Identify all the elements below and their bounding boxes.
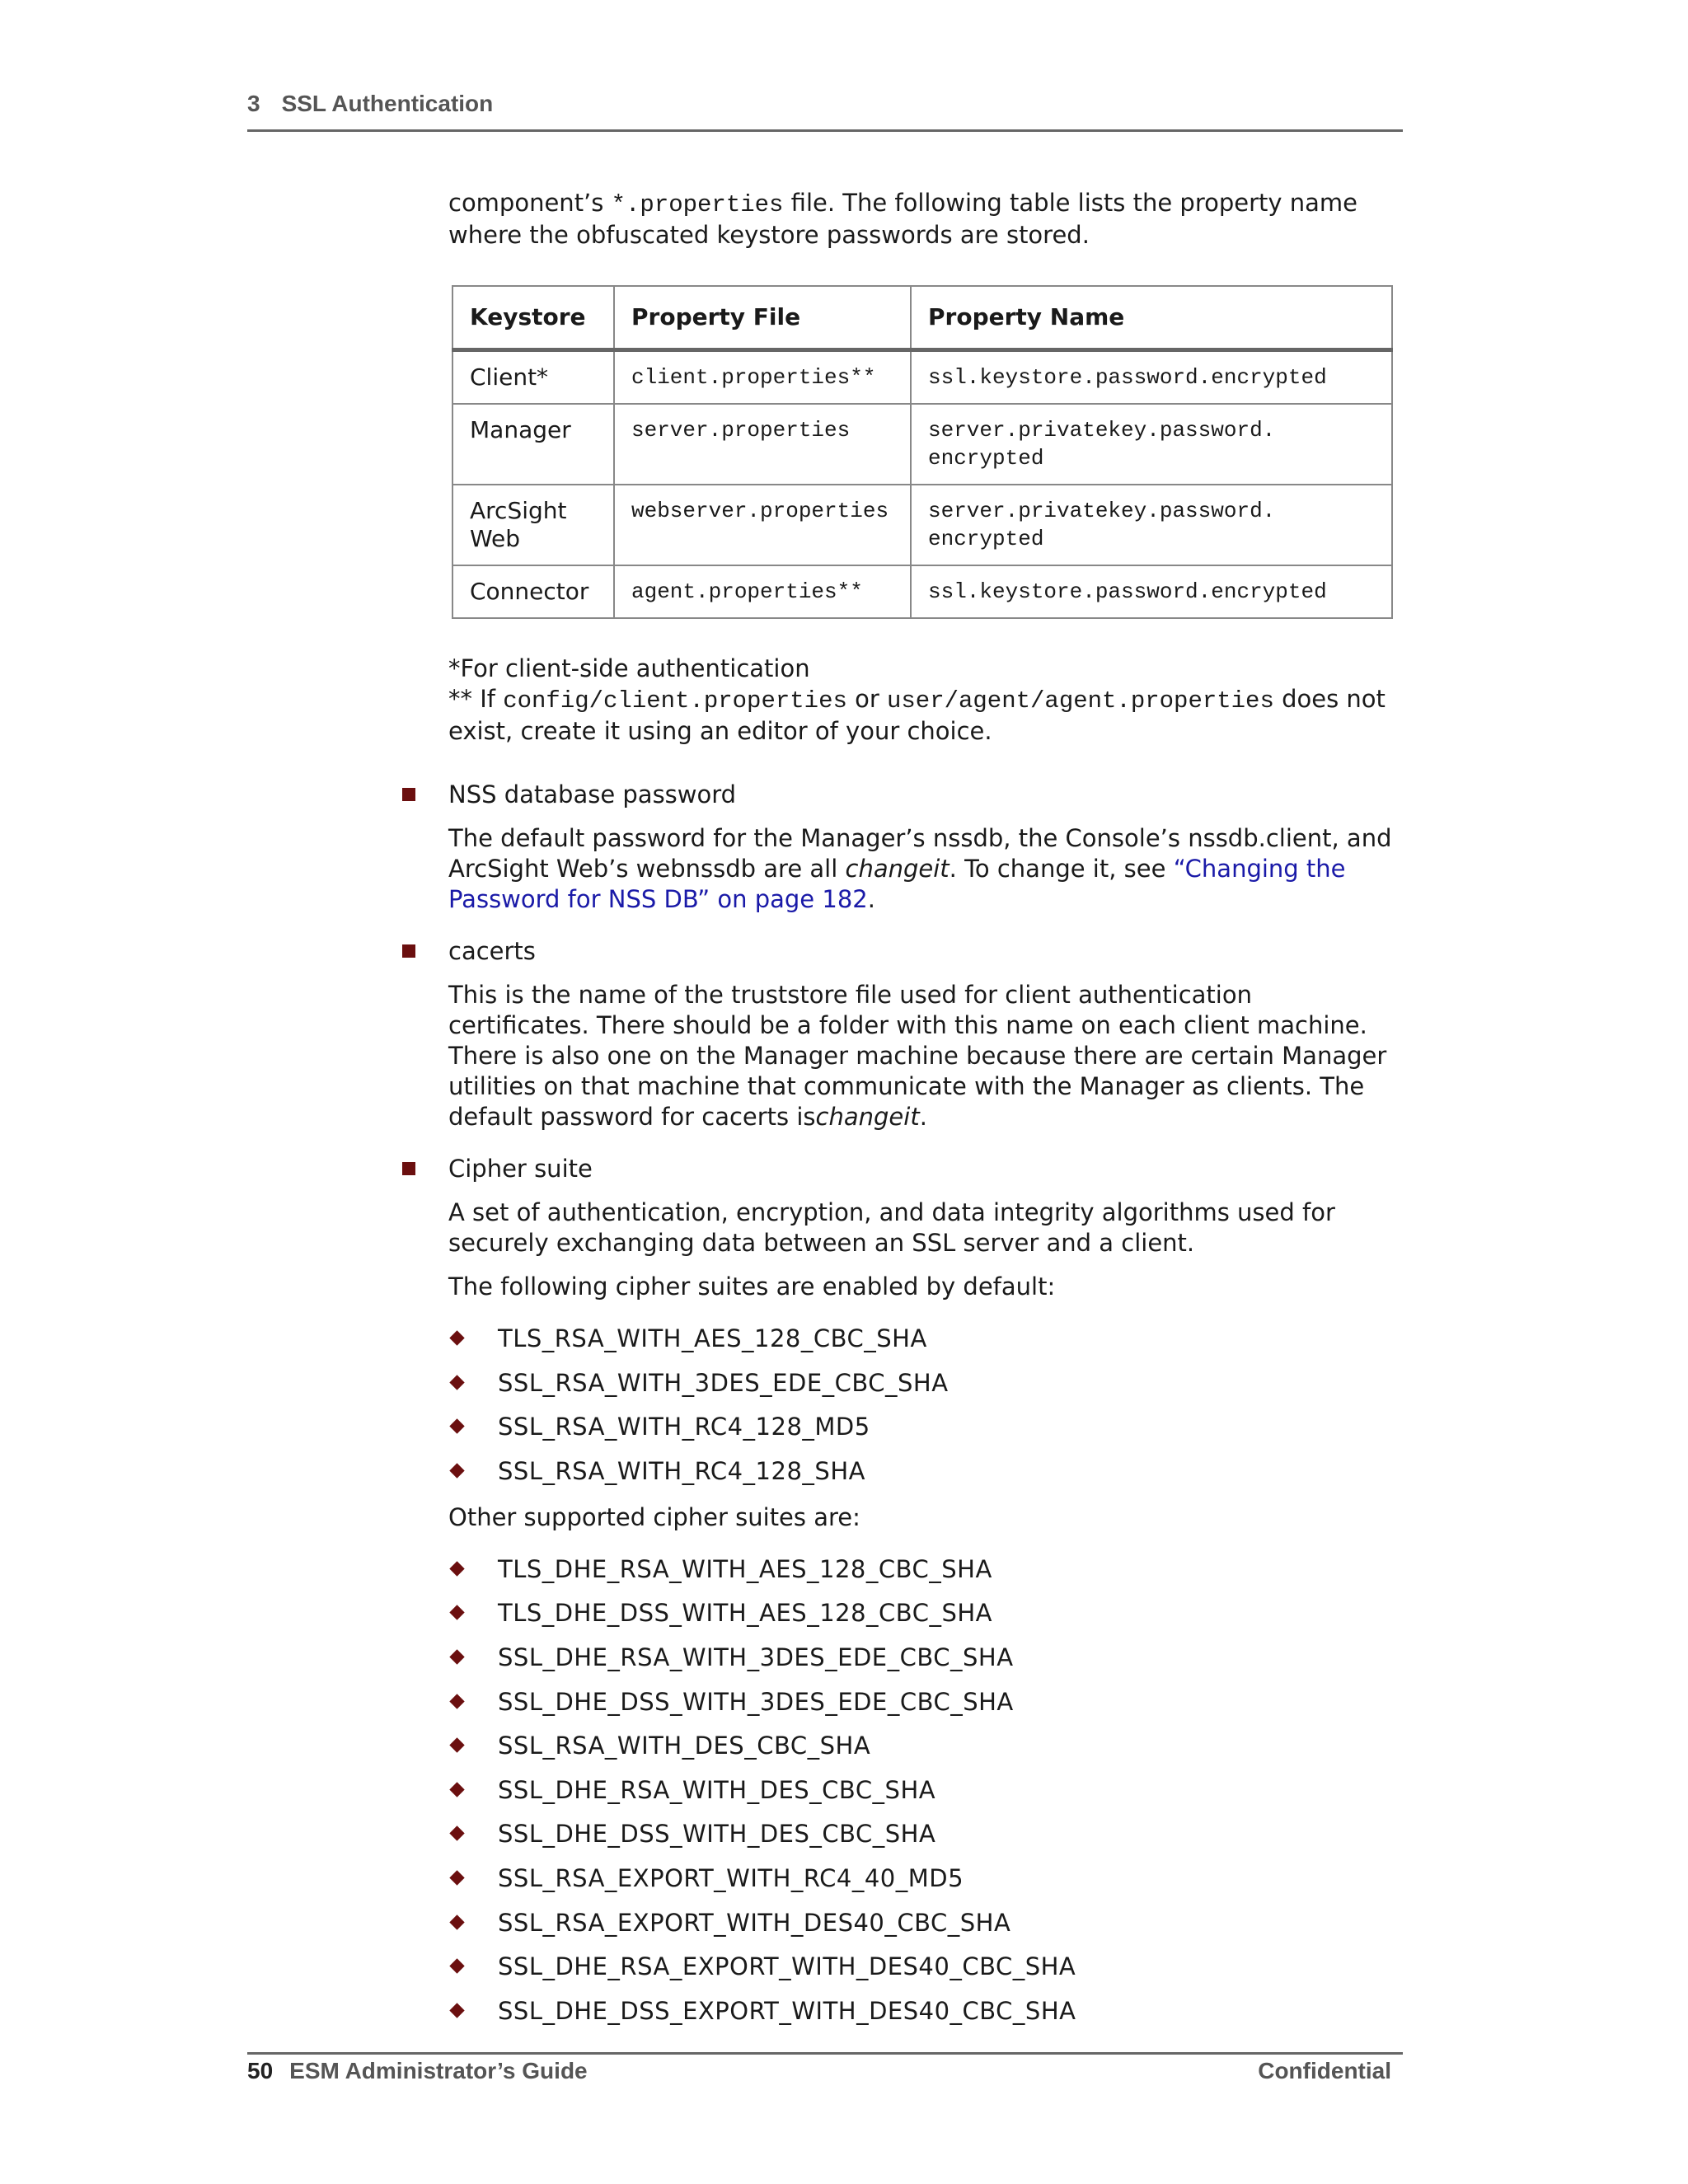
list-item: SSL_RSA_EXPORT_WITH_RC4_40_MD5 bbox=[448, 1863, 1396, 1908]
diamond-bullet-icon bbox=[449, 1330, 464, 1345]
diamond-bullet-icon bbox=[449, 1605, 464, 1620]
document-title: ESM Administrator’s Guide bbox=[289, 2058, 588, 2083]
list-item: TLS_DHE_RSA_WITH_AES_128_CBC_SHA bbox=[448, 1554, 1396, 1599]
property-name-cell: ssl.keystore.password.encrypted bbox=[911, 350, 1392, 405]
page-content bbox=[448, 188, 1396, 2040]
diamond-bullet-icon bbox=[449, 1649, 464, 1664]
keystore-cell: ArcSight Web bbox=[452, 485, 614, 565]
section-title: NSS database password bbox=[448, 780, 737, 808]
diamond-bullet-icon bbox=[449, 1463, 464, 1478]
square-bullet-icon bbox=[402, 788, 415, 801]
section-nss-database-password bbox=[448, 780, 1396, 915]
list-item: SSL_RSA_WITH_3DES_EDE_CBC_SHA bbox=[448, 1368, 1396, 1413]
section-title: Cipher suite bbox=[448, 1155, 593, 1183]
default-ciphers-intro: The following cipher suites are enabled by default: bbox=[448, 1272, 1056, 1301]
chapter-title: SSL Authentication bbox=[281, 91, 494, 116]
intro-paragraph: component’s *.properties file. The following table lists the property name where the obfuscated keystore passwords are stored. bbox=[448, 189, 1358, 249]
list-item: SSL_DHE_DSS_EXPORT_WITH_DES40_CBC_SHA bbox=[448, 1996, 1396, 2041]
square-bullet-icon bbox=[402, 1162, 415, 1175]
property-name-cell: ssl.keystore.password.encrypted bbox=[911, 565, 1392, 618]
chapter-number: 3 bbox=[247, 91, 260, 116]
list-item: SSL_DHE_DSS_WITH_3DES_EDE_CBC_SHA bbox=[448, 1687, 1396, 1732]
list-item: TLS_RSA_WITH_AES_128_CBC_SHA bbox=[448, 1324, 1396, 1368]
property-name-cell: server.privatekey.password. encrypted bbox=[911, 485, 1392, 565]
diamond-bullet-icon bbox=[449, 1870, 464, 1885]
footer-divider bbox=[247, 2052, 1403, 2055]
footnote-client: *For client-side authentication bbox=[448, 654, 810, 682]
diamond-bullet-icon bbox=[449, 1958, 464, 1973]
property-name-cell: server.privatekey.password. encrypted bbox=[911, 404, 1392, 485]
column-header: Property Name bbox=[911, 286, 1392, 350]
section-description: The default password for the Manager’s nssdb, the Console’s nssdb.client, and ArcSight Web’s webnssdb are all changeit. To change it, see “Changing the Password for NSS DB” on page 182. bbox=[448, 824, 1392, 913]
diamond-bullet-icon bbox=[449, 1737, 464, 1752]
table-row bbox=[452, 485, 1392, 565]
inline-code: *.properties bbox=[611, 191, 784, 218]
table-row bbox=[452, 404, 1392, 485]
square-bullet-icon bbox=[402, 944, 415, 958]
page-footer bbox=[247, 2058, 1391, 2084]
keystore-cell: Connector bbox=[452, 565, 614, 618]
list-item: SSL_DHE_RSA_EXPORT_WITH_DES40_CBC_SHA bbox=[448, 1952, 1396, 1996]
list-item: SSL_DHE_DSS_WITH_DES_CBC_SHA bbox=[448, 1819, 1396, 1863]
table-header-row bbox=[452, 286, 1392, 350]
table-footnotes bbox=[448, 654, 1396, 747]
property-file-cell: agent.properties** bbox=[614, 565, 911, 618]
section-description: A set of authentication, encryption, and data integrity algorithms used for securely exchanging data between an SSL server and a client. bbox=[448, 1198, 1335, 1257]
diamond-bullet-icon bbox=[449, 1915, 464, 1929]
diamond-bullet-icon bbox=[449, 1782, 464, 1797]
list-item: SSL_DHE_RSA_WITH_3DES_EDE_CBC_SHA bbox=[448, 1643, 1396, 1687]
diamond-bullet-icon bbox=[449, 2003, 464, 2018]
property-file-cell: client.properties** bbox=[614, 350, 911, 405]
inline-code: config/client.properties bbox=[503, 687, 847, 715]
other-ciphers-intro: Other supported cipher suites are: bbox=[448, 1502, 860, 1531]
table-row bbox=[452, 350, 1392, 405]
table-row bbox=[452, 565, 1392, 618]
list-item: SSL_RSA_WITH_DES_CBC_SHA bbox=[448, 1731, 1396, 1775]
diamond-bullet-icon bbox=[449, 1694, 464, 1708]
page-header bbox=[247, 91, 1403, 117]
other-cipher-list bbox=[448, 1554, 1396, 2041]
property-file-cell: server.properties bbox=[614, 404, 911, 485]
list-item: SSL_RSA_WITH_RC4_128_SHA bbox=[448, 1456, 1396, 1489]
list-item: SSL_RSA_WITH_RC4_128_MD5 bbox=[448, 1412, 1396, 1456]
diamond-bullet-icon bbox=[449, 1561, 464, 1576]
keystore-cell: Manager bbox=[452, 404, 614, 485]
section-description: This is the name of the truststore file used for client authentication certificates. There should be a folder with this name on each client machine. There is also one on the Manager machine because there are certain Manager utilities on that machine that communicate with the Manager as clients. The default password for cacerts ischangeit. bbox=[448, 981, 1387, 1131]
page-number: 50 bbox=[247, 2058, 274, 2083]
property-file-cell: webserver.properties bbox=[614, 485, 911, 565]
diamond-bullet-icon bbox=[449, 1826, 464, 1841]
classification-label: Confidential bbox=[1258, 2058, 1391, 2083]
list-item: SSL_DHE_RSA_WITH_DES_CBC_SHA bbox=[448, 1775, 1396, 1820]
section-title: cacerts bbox=[448, 937, 536, 965]
keystore-table bbox=[452, 285, 1393, 619]
list-item: TLS_DHE_DSS_WITH_AES_128_CBC_SHA bbox=[448, 1598, 1396, 1643]
section-cipher-suite bbox=[448, 1154, 1396, 2040]
diamond-bullet-icon bbox=[449, 1375, 464, 1390]
header-divider bbox=[247, 129, 1403, 132]
section-cacerts bbox=[448, 936, 1396, 1132]
list-item: SSL_RSA_EXPORT_WITH_DES40_CBC_SHA bbox=[448, 1908, 1396, 1952]
column-header: Keystore bbox=[452, 286, 614, 350]
inline-code: user/agent/agent.properties bbox=[886, 687, 1274, 715]
column-header: Property File bbox=[614, 286, 911, 350]
keystore-cell: Client* bbox=[452, 350, 614, 405]
nss-password-link[interactable]: “Changing the Password for NSS DB” on page 182 bbox=[448, 855, 1346, 913]
footnote-properties: ** If config/client.properties or user/agent/agent.properties does not exist, create it using an editor of your choice. bbox=[448, 685, 1386, 745]
diamond-bullet-icon bbox=[449, 1418, 464, 1433]
default-cipher-list bbox=[448, 1324, 1396, 1489]
